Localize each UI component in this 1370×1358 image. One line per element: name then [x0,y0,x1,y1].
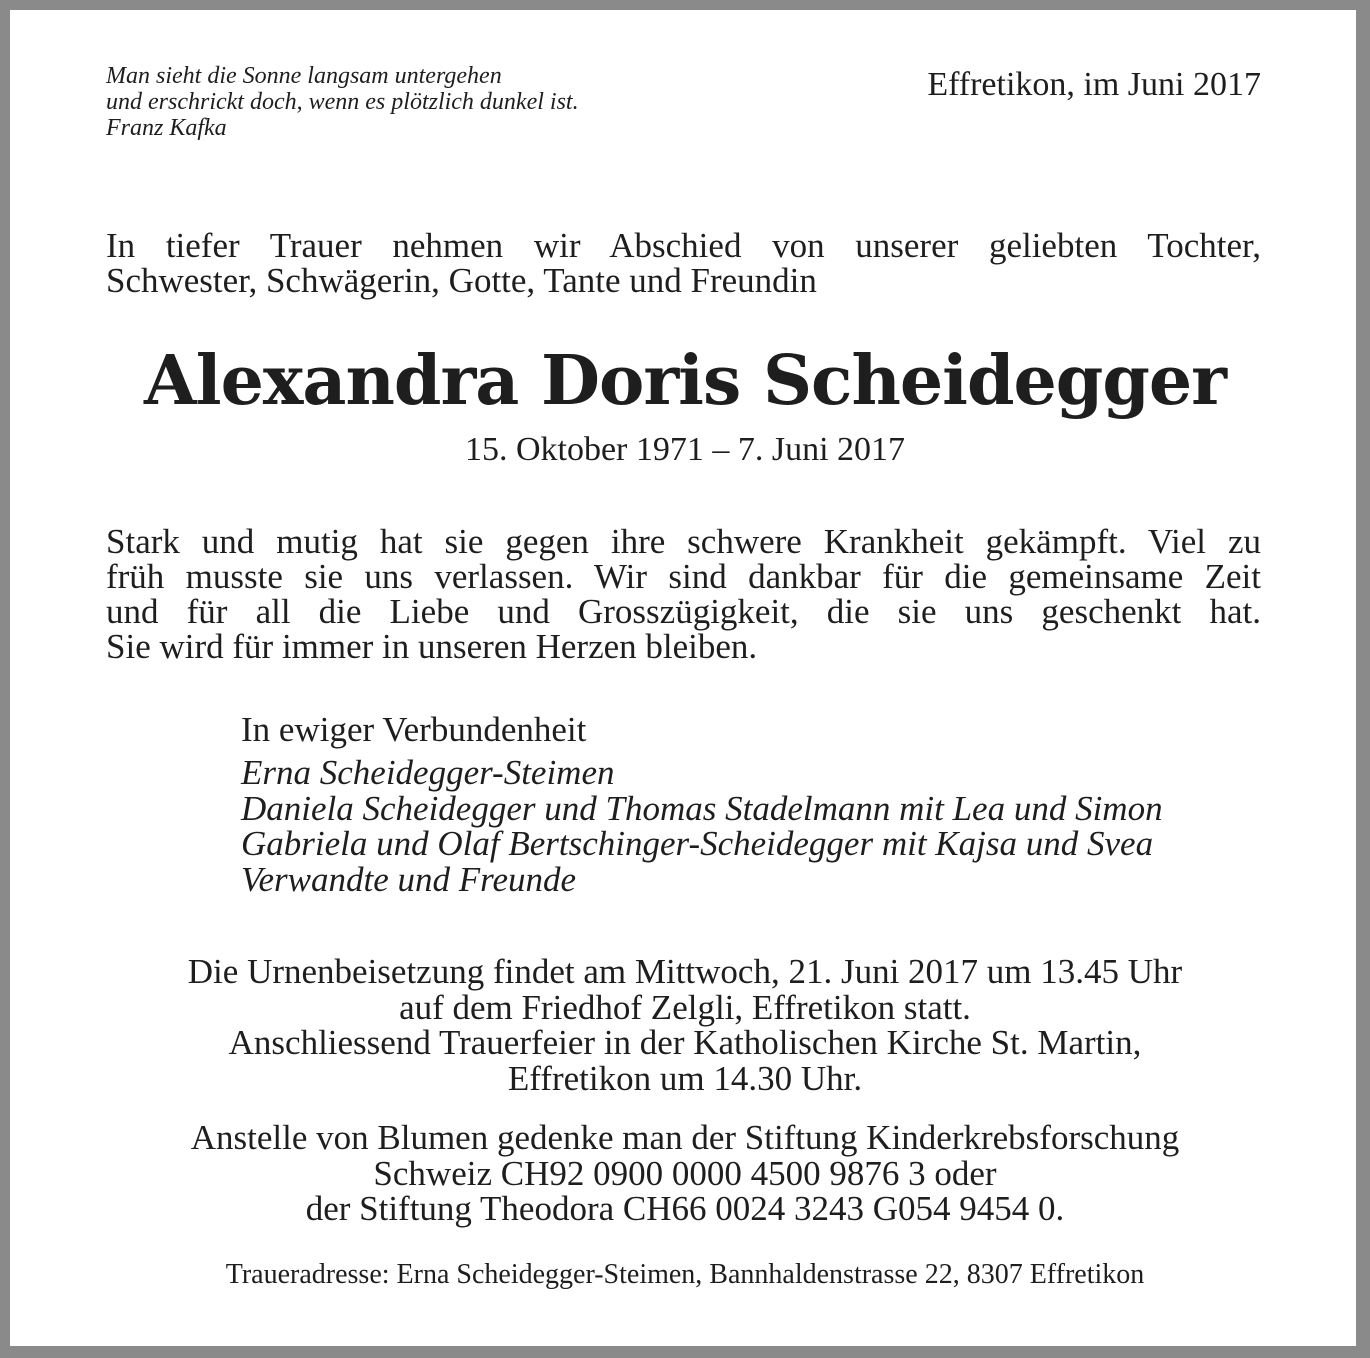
mourner: Verwandte und Freunde [241,859,577,899]
mourners-list [241,755,1163,897]
service-line-3: Anschliessend Trauerfeier in der Katholischen Kirche St. Martin, [228,1023,1142,1062]
mourning-address: Traueradresse: Erna Scheidegger-Steimen, Bannhaldenstrasse 22, 8307 Effretikon [225,1259,1145,1290]
place-and-date: Effretikon, im Juni 2017 [927,66,1261,103]
kafka-quote [106,63,579,141]
donation-line-1: Anstelle von Blumen gedenke man der Stiftung Kinderkrebsforschung [190,1118,1180,1157]
closing-phrase: In ewiger Verbundenheit [241,710,587,749]
tribute-line-2: früh musste sie uns verlassen. Wir sind dankbar für die gemeinsame Zeit [106,557,1261,596]
obituary-notice [10,10,1356,1346]
quote-author: Franz Kafka [106,115,227,141]
donation-line-2: Schweiz CH92 0900 0000 4500 9876 3 oder [373,1153,997,1193]
intro-line-2: Schwester, Schwägerin, Gotte, Tante und Freundin [106,261,817,300]
donation-line-3: der Stiftung Theodora CH66 0024 3243 G054 9454 0. [305,1189,1065,1228]
mourner: Daniela Scheidegger und Thomas Stadelmann mit Lea und Simon [241,788,1163,828]
tribute-line-4: Sie wird für immer in unseren Herzen bleiben. [106,627,758,666]
intro-text [106,228,1261,298]
tribute-line-1: Stark und mutig hat sie gegen ihre schwere Krankheit gekämpft. Viel zu [106,522,1261,561]
donation-request [10,1120,1360,1227]
service-line-2: auf dem Friedhof Zelgli, Effretikon statt. [399,987,971,1027]
service-line-4: Effretikon um 14.30 Uhr. [507,1058,863,1098]
deceased-name: Alexandra Doris Scheidegger [144,341,1226,421]
quote-line-2: und erschrickt doch, wenn es plötzlich dunkel ist. [106,89,579,115]
life-dates: 15. Oktober 1971 – 7. Juni 2017 [464,431,906,468]
intro-line-1: In tiefer Trauer nehmen wir Abschied von unserer geliebten Tochter, [106,226,1261,265]
service-details [10,954,1360,1096]
tribute-line-3: und für all die Liebe und Grosszügigkeit, die sie uns geschenkt hat. [106,592,1261,631]
service-line-1: Die Urnenbeisetzung findet am Mittwoch, 21. Juni 2017 um 13.45 Uhr [187,952,1183,991]
quote-line-1: Man sieht die Sonne langsam untergehen [106,63,502,89]
mourner: Gabriela und Olaf Bertschinger-Scheidegger mit Kajsa und Svea [241,824,1154,863]
tribute-text [106,524,1261,664]
mourner: Erna Scheidegger-Steimen [241,753,615,792]
